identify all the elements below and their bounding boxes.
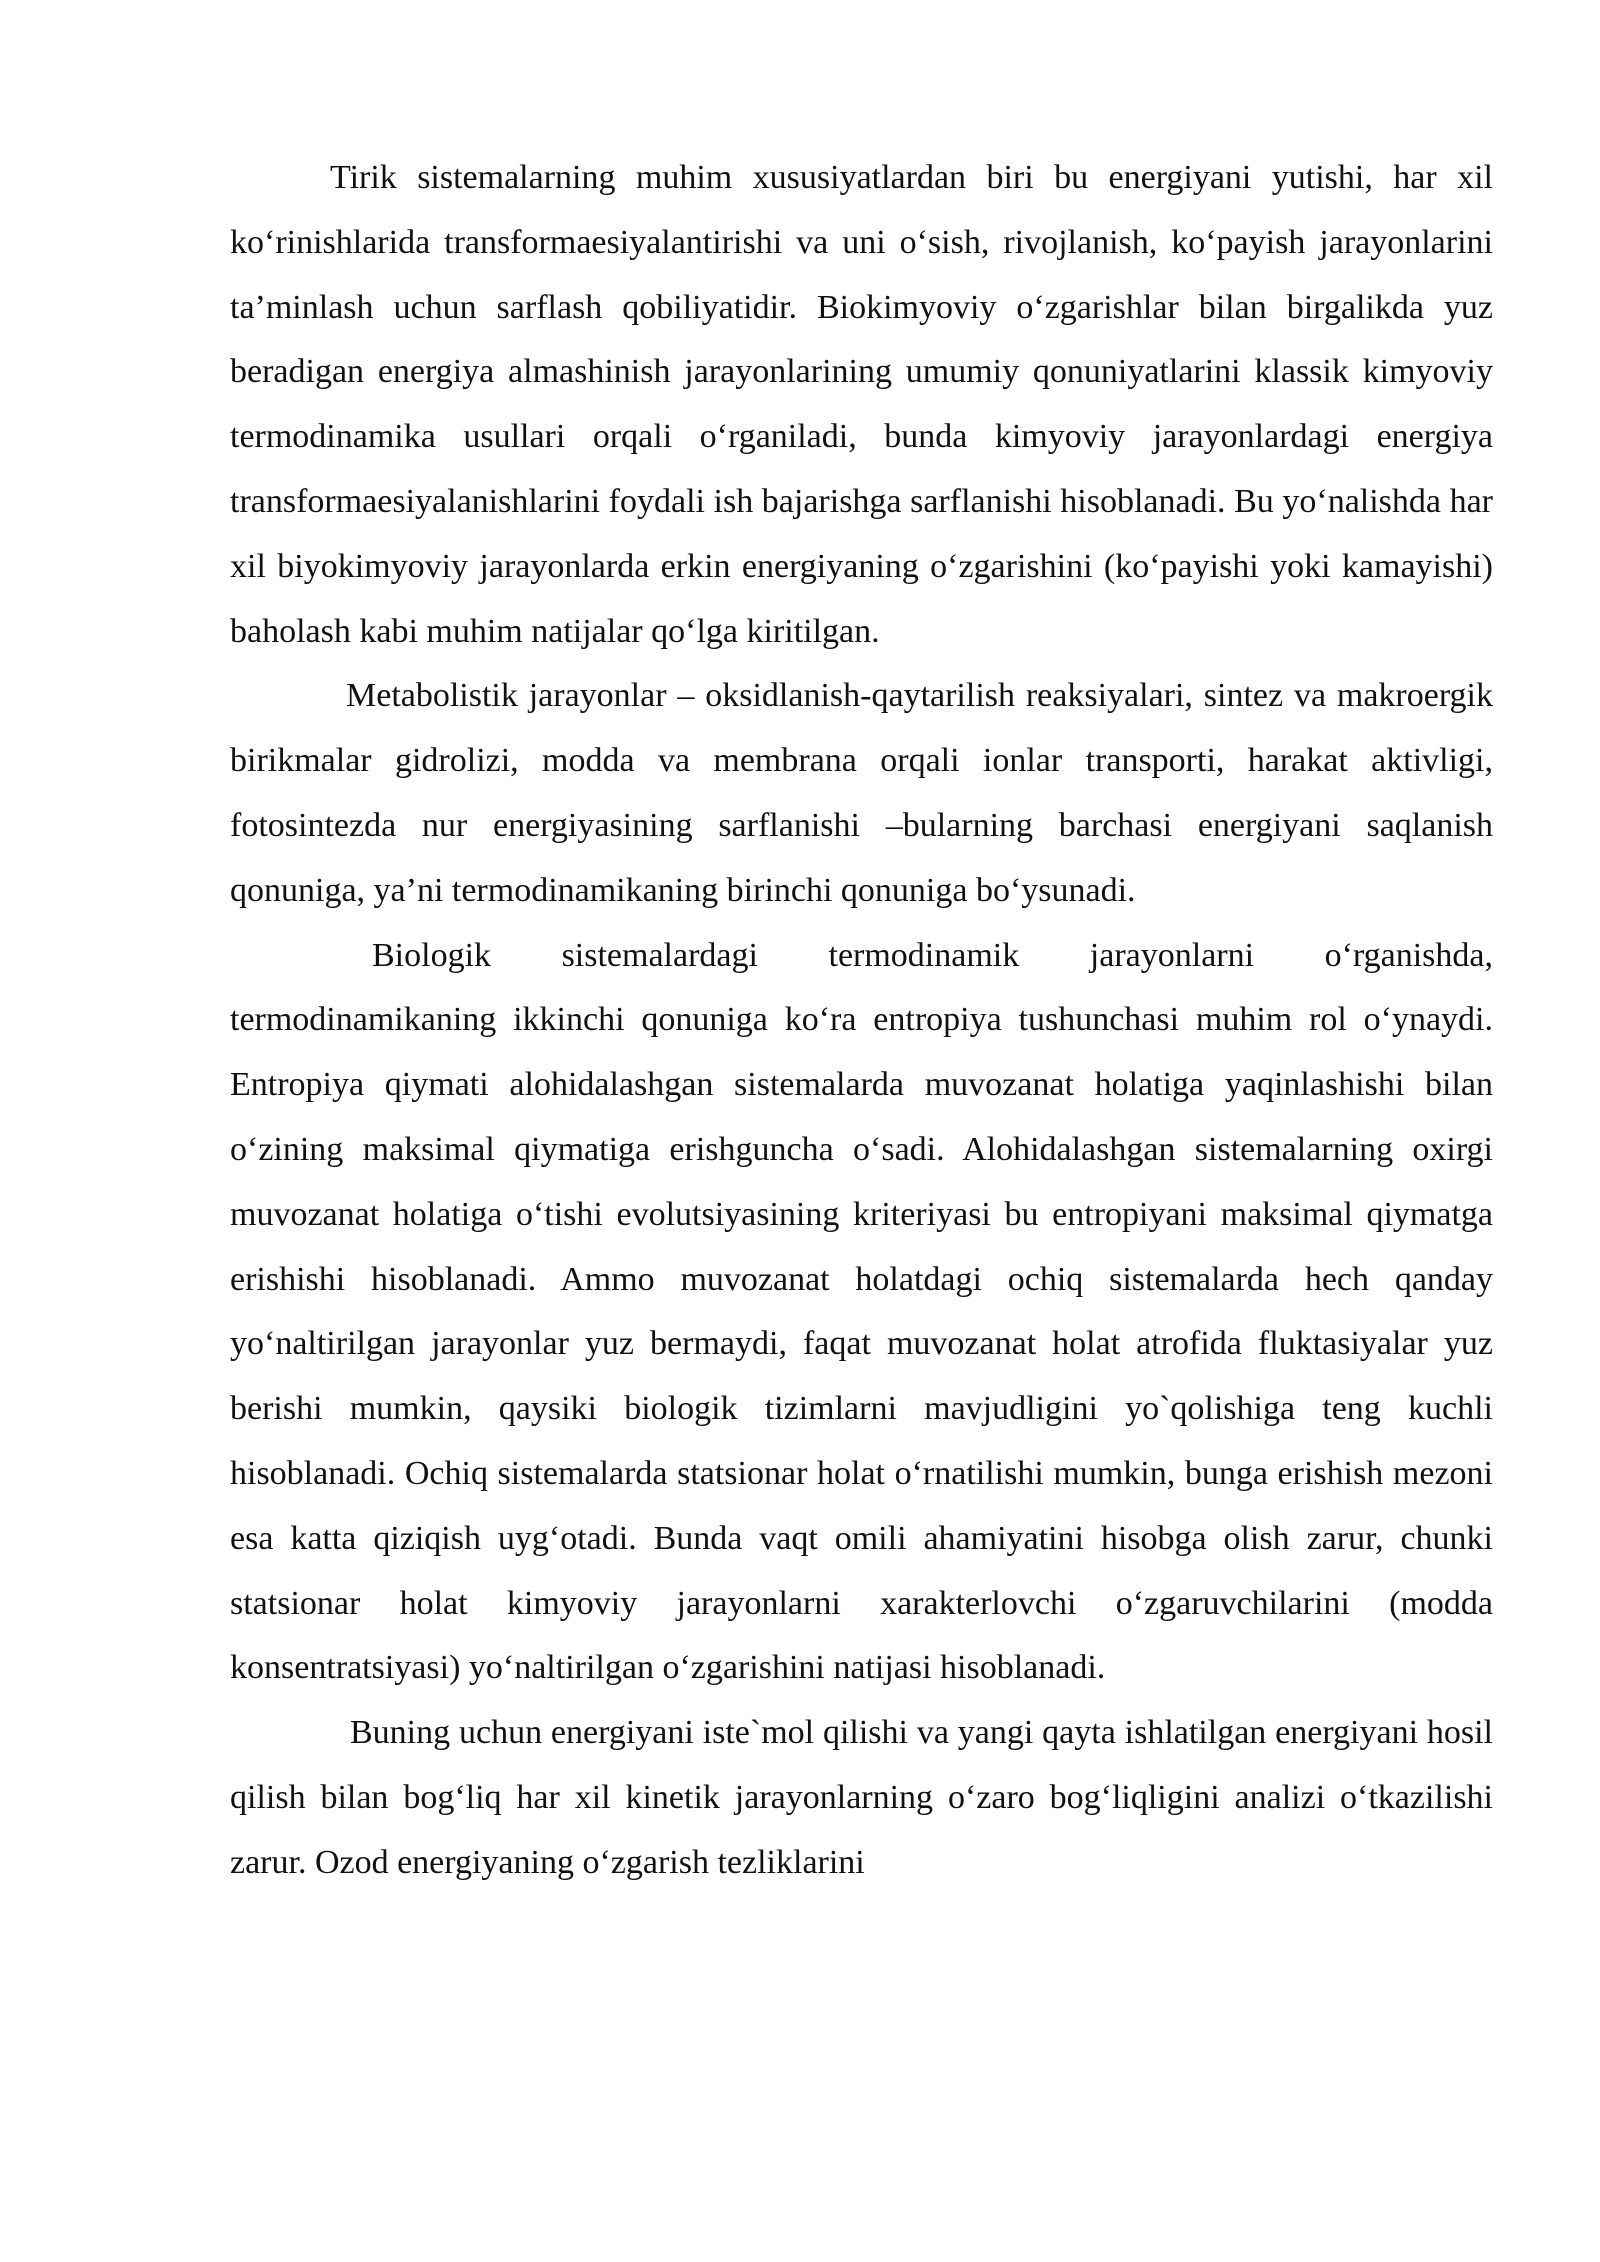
document-body bbox=[230, 146, 1493, 1896]
paragraph-1: Tirik sistemalarning muhim xususiyatlardan biri bu energiyani yutishi, har xil ko‘rinishlarida transformaesiyalantirishi va uni o‘sish, rivojlanish, ko‘payish jarayonlarini ta’minlash uchun sarflash qobiliyatidir. Biokimyoviy o‘zgarishlar bilan birgalikda yuz beradigan energiya almashinish jarayonlarining umumiy qonuniyatlarini klassik kimyoviy termodinamika usullari orqali o‘rganiladi, bunda kimyoviy jarayonlardagi energiya transformaesiyalanishlarini foydali ish bajarishga sarflanishi hisoblanadi. Bu yo‘nalishda har xil biyokimyoviy jarayonlarda erkin energiyaning o‘zgarishini (ko‘payishi yoki kamayishi) baholash kabi muhim natijalar qo‘lga kiritilgan. bbox=[230, 159, 1493, 650]
paragraph-3: Biologik sistemalardagi termodinamik jarayonlarni o‘rganishda, termodinamikaning ikkinchi qonuniga ko‘ra entropiya tushunchasi muhim rol o‘ynaydi. Entropiya qiymati alohidalashgan sistemalarda muvozanat holatiga yaqinlashishi bilan o‘zining maksimal qiymatiga erishguncha o‘sadi. Alohidalashgan sistemalarning oxirgi muvozanat holatiga o‘tishi evolutsiyasining kriteriyasi bu entropiyani maksimal qiymatga erishishi hisoblanadi. Ammo muvozanat holatdagi ochiq sistemalarda hech qanday yo‘naltirilgan jarayonlar yuz bermaydi, faqat muvozanat holat atrofida fluktasiyalar yuz berishi mumkin, qaysiki biologik tizimlarni mavjudligini yo`qolishiga teng kuchli hisoblanadi. Ochiq sistemalarda statsionar holat o‘rnatilishi mumkin, bunga erishish mezoni esa katta qiziqish uyg‘otadi. Bunda vaqt omili ahamiyatini hisobga olish zarur, chunki statsionar holat kimyoviy jarayonlarni xarakterlovchi o‘zgaruvchilarini (modda konsentratsiyasi) yo‘naltirilgan o‘zgarishini natijasi hisoblanadi. bbox=[230, 936, 1493, 1687]
paragraph-4: Buning uchun energiyani iste`mol qilishi va yangi qayta ishlatilgan energiyani hosil qilish bilan bog‘liq har xil kinetik jarayonlarning o‘zaro bog‘liqligini analizi o‘tkazilishi zarur. Ozod energiyaning o‘zgarish tezliklarini bbox=[230, 1714, 1493, 1881]
paragraph-2: Metabolistik jarayonlar – oksidlanish-qaytarilish reaksiyalari, sintez va makroergik birikmalar gidrolizi, modda va membrana orqali ionlar transporti, harakat aktivligi, fotosintezda nur energiyasining sarflanishi –bularning barchasi energiyani saqlanish qonuniga, ya’ni termodinamikaning birinchi qonuniga bo‘ysunadi. bbox=[230, 677, 1493, 909]
